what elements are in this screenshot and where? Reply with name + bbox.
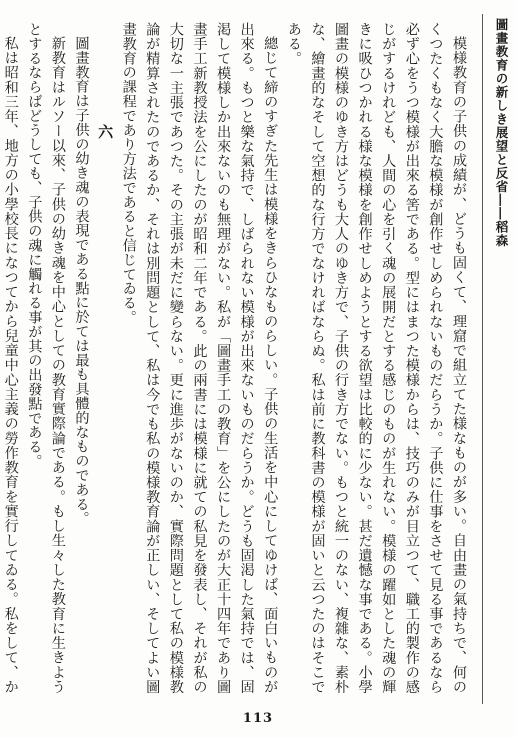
running-header: 圖畫教育の新しき展望と反省――稻森 (494, 18, 509, 248)
paragraph: 新教育はルソー以來、子供の幼き魂を中心としての教育實際論である。もし生々した教育に生きようとするならばどうしても、子供の魂に觸れる事が其の出發點である。 (26, 22, 66, 694)
section-number: 六 (96, 124, 115, 139)
paragraph: 總じて締のすぎた先生は模様をきらひなものらしい。子供の生活を中心にしてゆけば、面白いものが出來る。もつと樂な氣持で、しばられない模様が出來ないものだらうか。どうも固渇した氣持では、固渇して模様しか出來ないのも無理がない。私が「圖畫手工の教育」を公にしたのが大正十四年であり圖畫手工新教授法を公にしたのが昭和二年である。此の兩書には模様に就ての私見を發表し、それが私の大切な一主張であつた。その主張が未だに變らない。更に進歩がないのか、實際問題として私の模様教論が精算されたのであるか、それは別問題として、私は今でも私の模様教育論が正しい、そしてよい圖畫教育の課程であり方法であると信じてゐる。 (120, 22, 279, 694)
header-divider (482, 14, 483, 704)
paragraph: 私は昭和三年、地方の小學校長になつてから兒童中心主義の勞作教育を實行してゐる。私をして、か (2, 36, 19, 694)
paragraph: 模様教育の子供の成績が、どうも固くて、理窟で組立てた様なものが多い。自由畫の氣持ちで、何のくつたくもなく大膽な模様が創作せしめられないものだらうか。子供に仕事をさせて見る事であるなら必ず心をうつ模様が出來る筈である。型にはまつた模様からは、技巧のみが目立つて、職工的製作の感じがするけれども、人間の心を引く魂の展開だとする感じのものが生れない。模様の躍如とした魂の輝きに吸ひつかれる様な模様を創作せしめようとする欲望は比較的に少ない。甚だ遺憾な事である。小學圖畫の模様のゆき方はどうも大人のゆき方で、子供の行き方でない。もつと統一のない、複雜な、素朴な、繪畫的なそして空想的な行方でなければならぬ。私は前に教科書の模様が固いと云つたのはそこである。 (285, 22, 467, 694)
page-number: 113 (242, 711, 274, 726)
body-text (2, 22, 470, 694)
paragraph: 圖畫教育は子供の幼き魂の表現である點に於ては最も具體的なものである。 (73, 36, 90, 526)
